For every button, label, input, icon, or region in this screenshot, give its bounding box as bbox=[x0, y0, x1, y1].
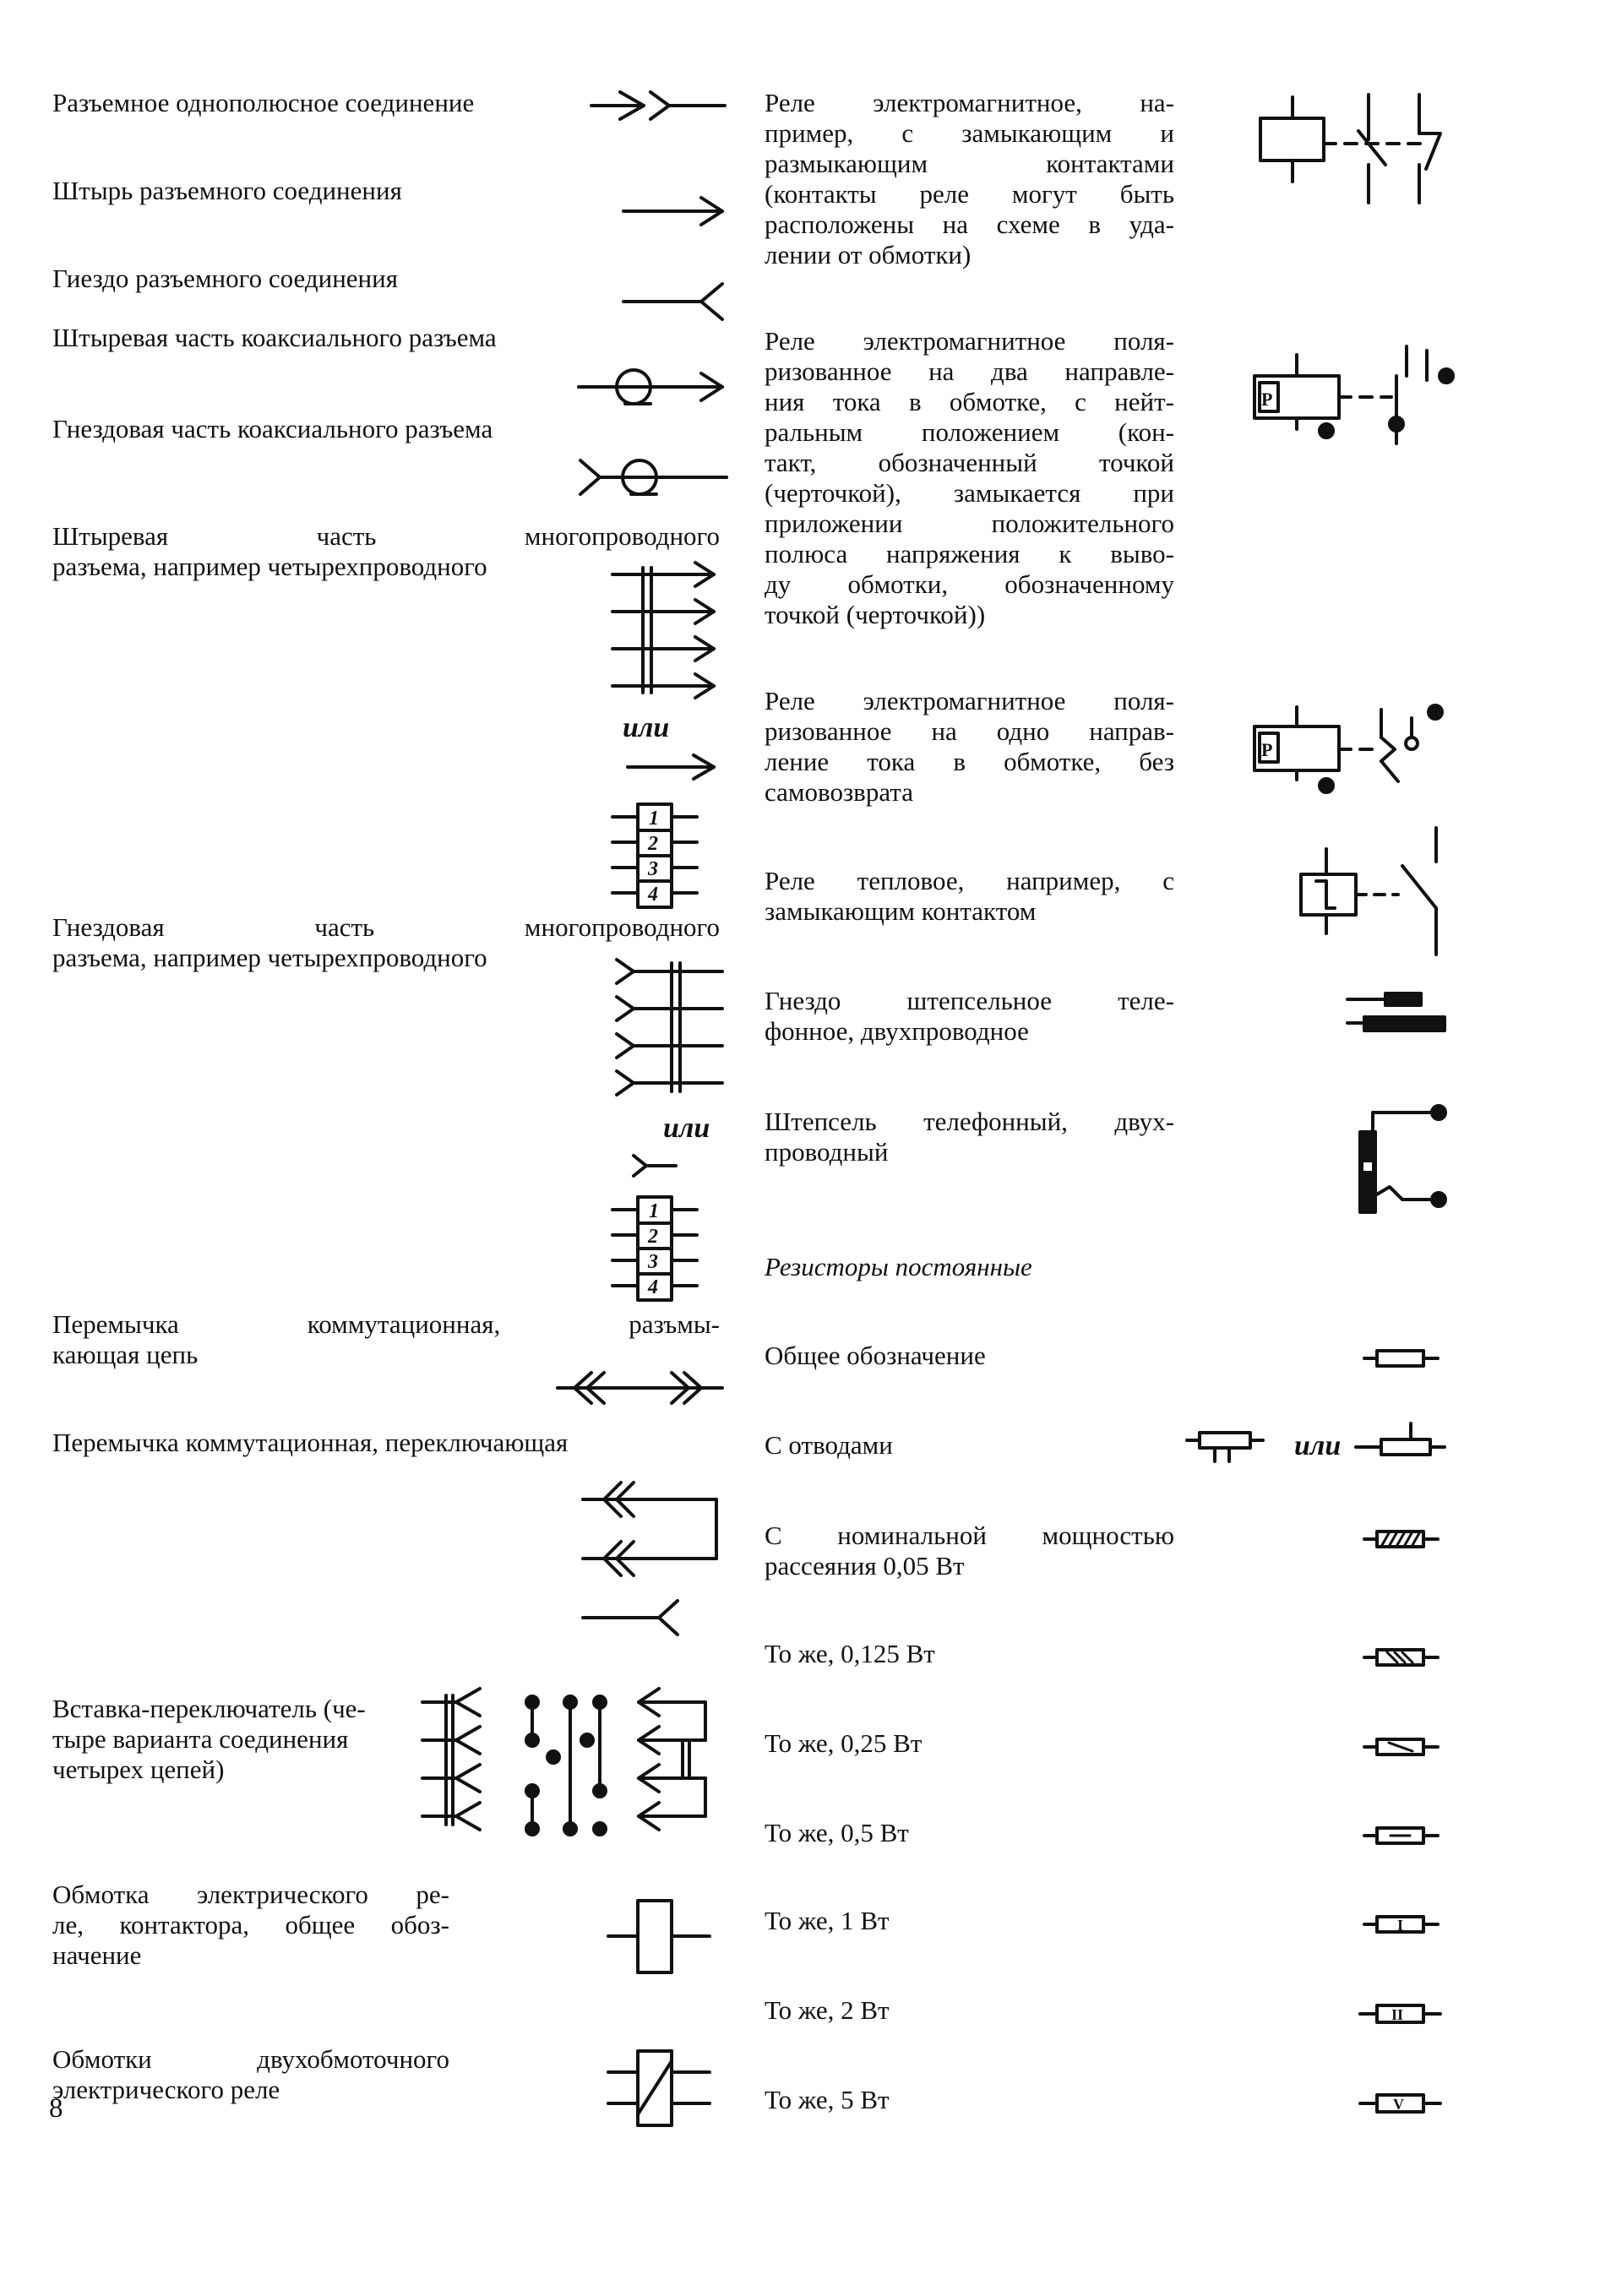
label-coax-pin: Штыревая часть коаксиального разъема bbox=[52, 323, 497, 352]
resistor-0125-symbol bbox=[1360, 1640, 1445, 1674]
label-pin: Штырь разъемного соединения bbox=[52, 176, 402, 205]
multipin-plug-symbol bbox=[604, 558, 739, 710]
label-resistor-2: То же, 2 Вт bbox=[765, 1995, 890, 2025]
label-resistor-5: То же, 5 Вт bbox=[765, 2085, 890, 2114]
breaking-jumper-symbol bbox=[553, 1367, 731, 1409]
resistor-05-symbol bbox=[1360, 1819, 1445, 1853]
svg-text:2: 2 bbox=[648, 1226, 658, 1248]
svg-text:или: или bbox=[623, 712, 670, 743]
resistor-general-symbol bbox=[1360, 1341, 1445, 1375]
switch-insert-symbol bbox=[414, 1685, 718, 1854]
polarized-relay-one-symbol bbox=[1246, 697, 1466, 811]
em-relay-symbol bbox=[1250, 84, 1461, 211]
label-resistor-general: Общее обозначение bbox=[765, 1341, 986, 1370]
label-resistor-025: То же, 0,25 Вт bbox=[765, 1728, 923, 1758]
relay-coil-symbol bbox=[600, 1892, 718, 1985]
label-switching-jumper: Перемычка коммутационная, переключающая bbox=[52, 1428, 569, 1457]
switching-jumper-symbol bbox=[574, 1474, 735, 1643]
label-resistor-0125: То же, 0,125 Вт bbox=[765, 1639, 935, 1668]
svg-text:4: 4 bbox=[648, 884, 658, 906]
resistor-025-symbol bbox=[1360, 1730, 1445, 1764]
svg-text:Р: Р bbox=[1261, 739, 1273, 760]
label-resistor-1: То же, 1 Вт bbox=[765, 1906, 890, 1935]
phone-jack-symbol bbox=[1343, 984, 1461, 1043]
multipin-plug-alt-symbol bbox=[621, 708, 739, 784]
multipin-socket-alt-symbol bbox=[625, 1107, 743, 1183]
svg-text:3: 3 bbox=[648, 858, 658, 880]
thermal-relay-symbol bbox=[1293, 824, 1470, 963]
multipin-socket-numbered-symbol bbox=[608, 1194, 718, 1303]
socket-symbol bbox=[617, 280, 735, 323]
label-resistor-05: То же, 0,5 Вт bbox=[765, 1818, 909, 1847]
resistor-2w-symbol bbox=[1356, 1997, 1449, 2031]
resistor-005-symbol bbox=[1360, 1522, 1445, 1556]
multipin-socket-symbol bbox=[612, 955, 739, 1107]
resistor-taps-alt-symbol bbox=[1293, 1419, 1470, 1470]
polarized-relay-two-symbol bbox=[1246, 338, 1466, 456]
label-socket: Гиездо разъемного соединения bbox=[52, 264, 398, 293]
svg-text:4: 4 bbox=[648, 1276, 658, 1298]
phone-plug-symbol bbox=[1347, 1094, 1466, 1221]
svg-text:I: I bbox=[1397, 1917, 1404, 1934]
resistors-heading: Резисторы постоянные bbox=[765, 1252, 1032, 1281]
svg-text:1: 1 bbox=[649, 808, 659, 830]
label-resistor-taps: С отводами bbox=[765, 1430, 893, 1460]
multipin-plug-numbered-symbol bbox=[608, 801, 718, 911]
double-coil-symbol bbox=[600, 2043, 718, 2135]
svg-text:V: V bbox=[1393, 2096, 1404, 2113]
svg-text:или: или bbox=[663, 1113, 710, 1144]
label-coax-socket: Гнездовая часть коаксиального разъема bbox=[52, 414, 493, 443]
svg-text:Р: Р bbox=[1261, 389, 1273, 410]
coax-socket-symbol bbox=[579, 452, 739, 503]
svg-text:или: или bbox=[1294, 1430, 1342, 1461]
label-single-pole-connection: Разъемное однополюсное соединение bbox=[52, 88, 475, 117]
page-number: 8 bbox=[49, 2093, 63, 2124]
coax-pin-symbol bbox=[574, 362, 735, 412]
svg-text:II: II bbox=[1391, 2006, 1404, 2023]
pin-symbol bbox=[617, 190, 735, 232]
svg-text:3: 3 bbox=[648, 1251, 658, 1273]
single-pole-connection-symbol bbox=[583, 84, 735, 127]
resistor-1w-symbol bbox=[1360, 1907, 1445, 1941]
resistor-taps-symbol bbox=[1183, 1428, 1267, 1470]
svg-text:2: 2 bbox=[648, 833, 658, 855]
svg-text:1: 1 bbox=[649, 1200, 659, 1222]
resistor-5w-symbol bbox=[1356, 2087, 1449, 2120]
